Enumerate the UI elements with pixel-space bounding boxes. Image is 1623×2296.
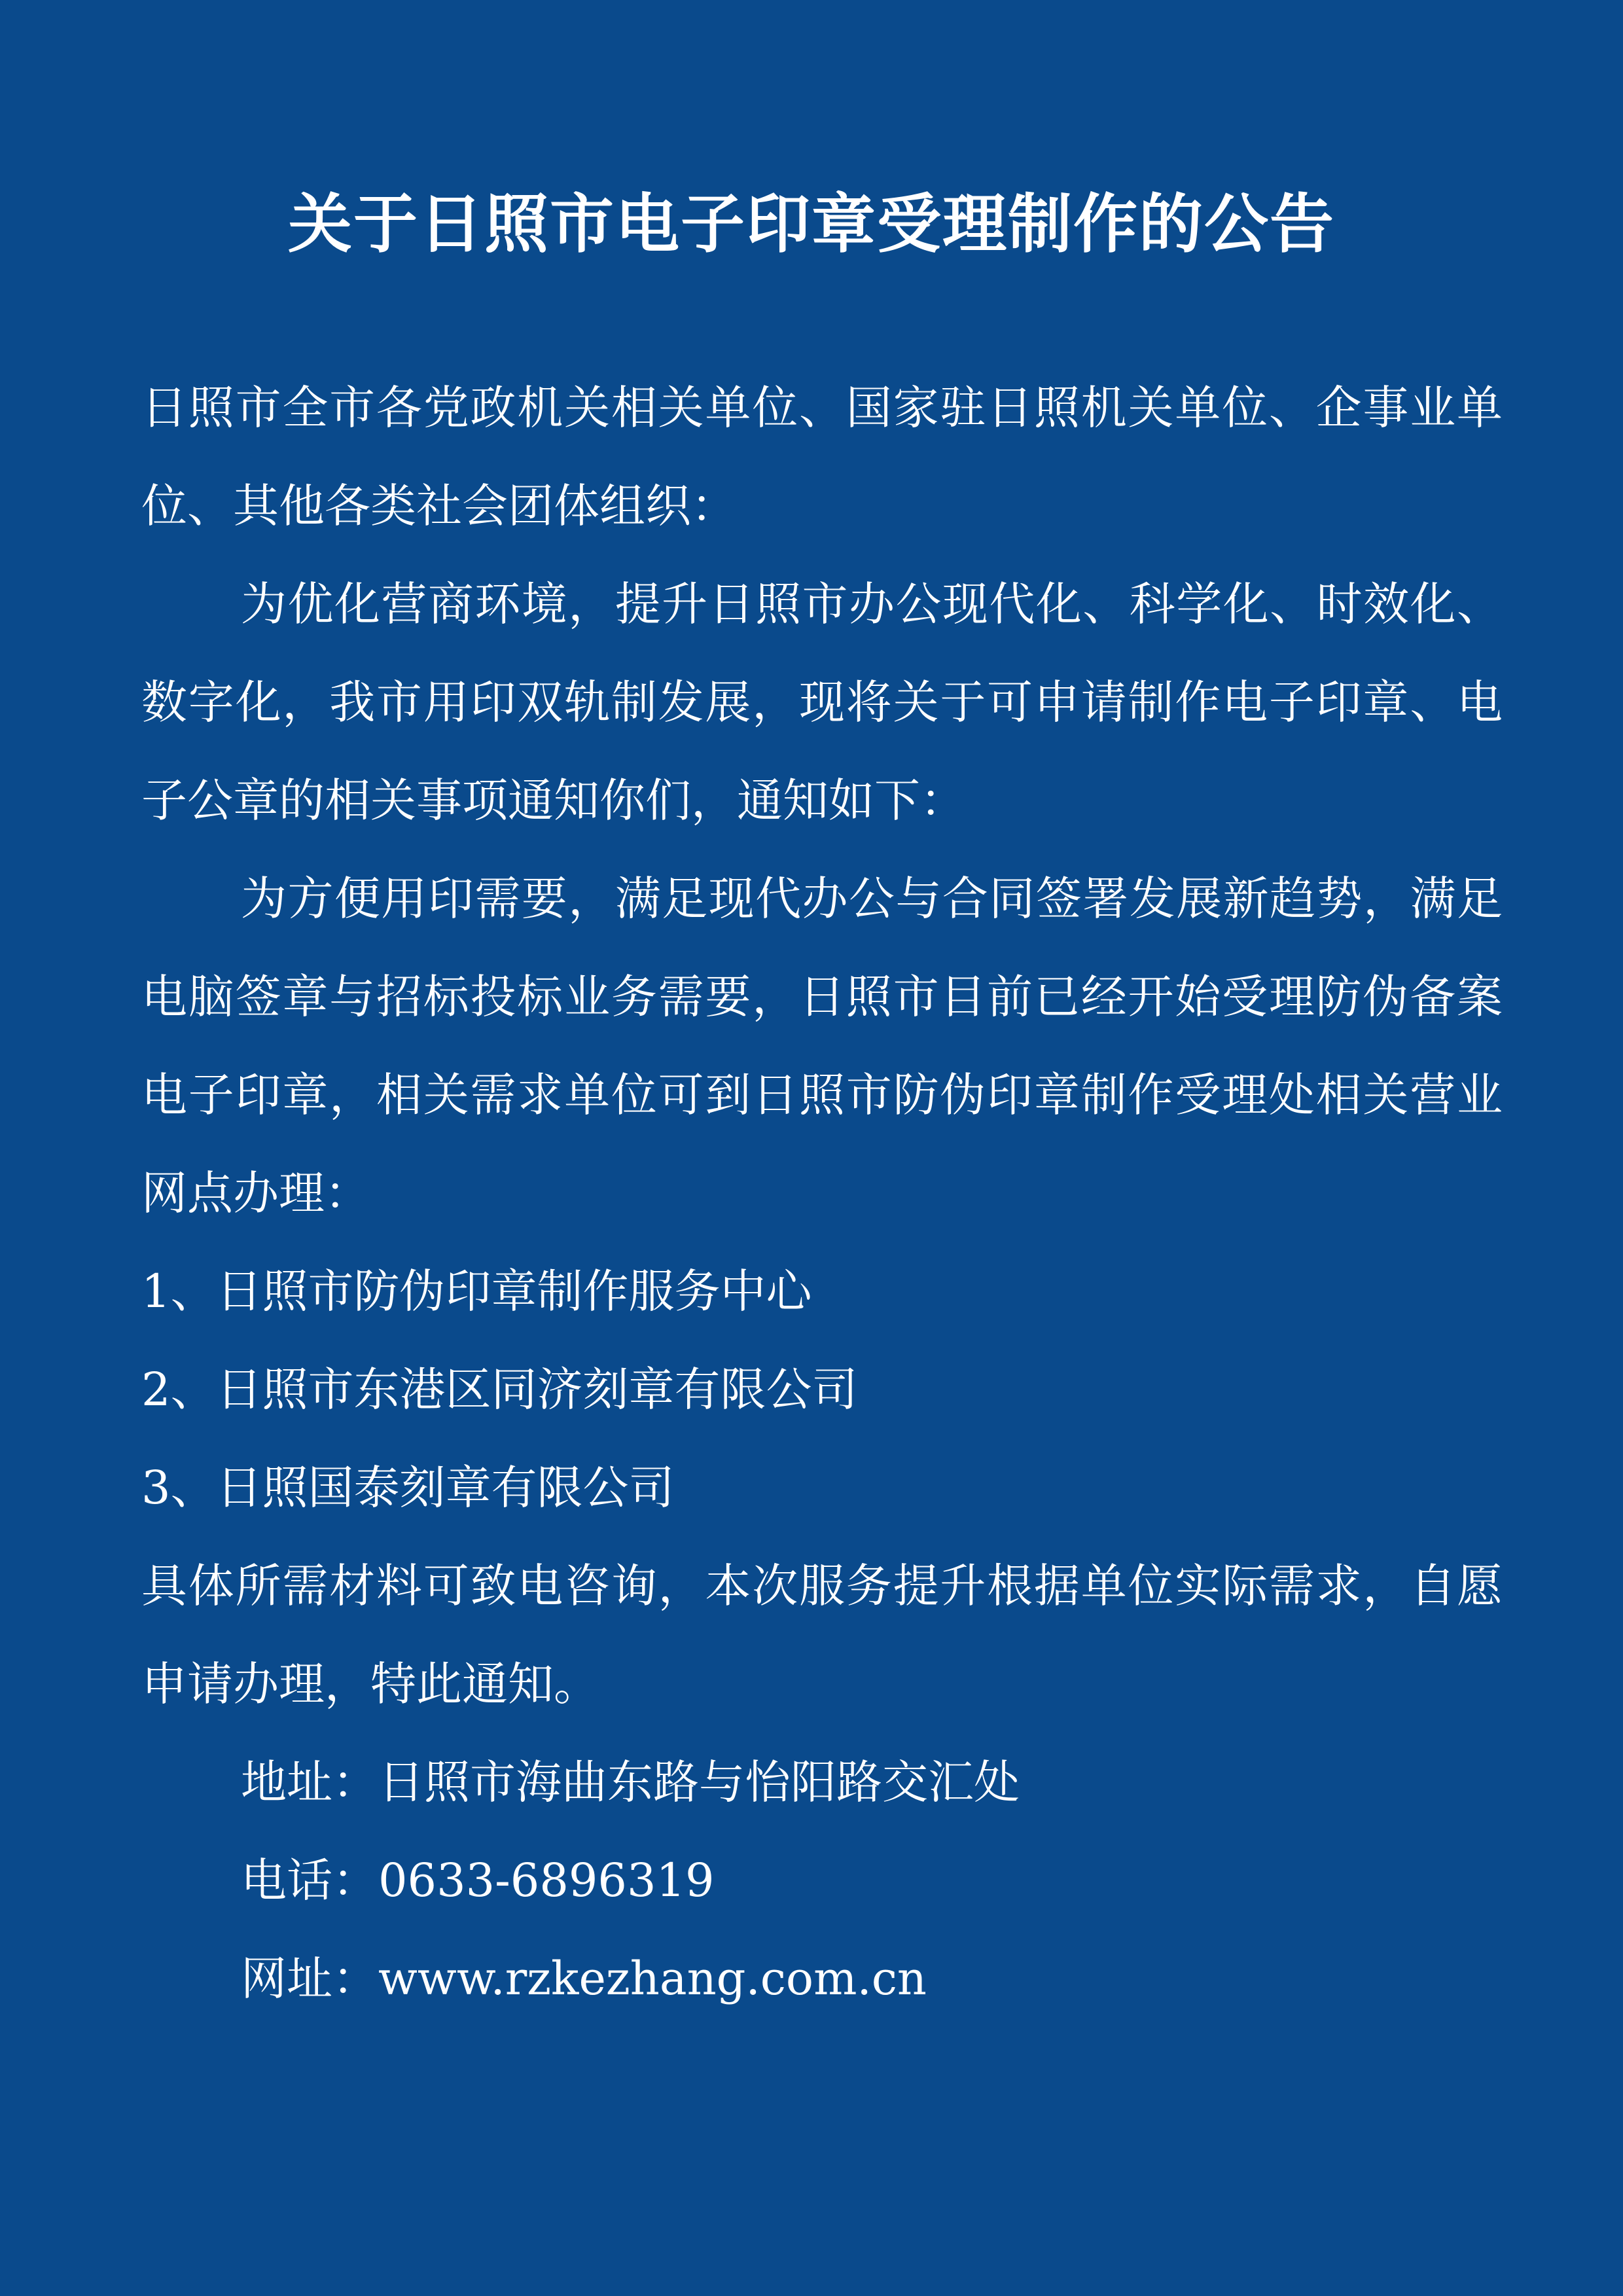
contact-address: 地址：日照市海曲东路与怡阳路交汇处 [241, 1755, 1020, 1809]
contact-phone: 电话：0633-6896319 [241, 1854, 715, 1907]
outlet-item-3: 3、日照国泰刻章有限公司 [141, 1461, 675, 1515]
contact-website: 网址：www.rzkezhang.com.cn [241, 1952, 927, 2005]
closing-paragraph: 具体所需材料可致电咨询，本次服务提升根据单位实际需求，自愿申请办理，特此通知。 [141, 1559, 1503, 1711]
notice-title: 关于日照市电子印章受理制作的公告 [287, 187, 1335, 262]
paragraph-purpose: 为优化营商环境，提升日照市办公现代化、科学化、时效化、数字化，我市用印双轨制发展，现将关于可申请制作电子印章、电子公章的相关事项通知你们，通知如下： [141, 577, 1503, 827]
notice-body [141, 359, 1503, 2028]
outlet-item-1: 1、日照市防伪印章制作服务中心 [141, 1265, 812, 1318]
outlet-item-2: 2、日照市东港区同济刻章有限公司 [141, 1363, 858, 1416]
paragraph-service: 为方便用印需要，满足现代办公与合同签署发展新趋势，满足电脑签章与招标投标业务需要，日照市目前已经开始受理防伪备案电子印章，相关需求单位可到日照市防伪印章制作受理处相关营业网点办理： [141, 872, 1503, 1220]
salutation: 日照市全市各党政机关相关单位、国家驻日照机关单位、企事业单位、其他各类社会团体组织： [141, 381, 1503, 533]
